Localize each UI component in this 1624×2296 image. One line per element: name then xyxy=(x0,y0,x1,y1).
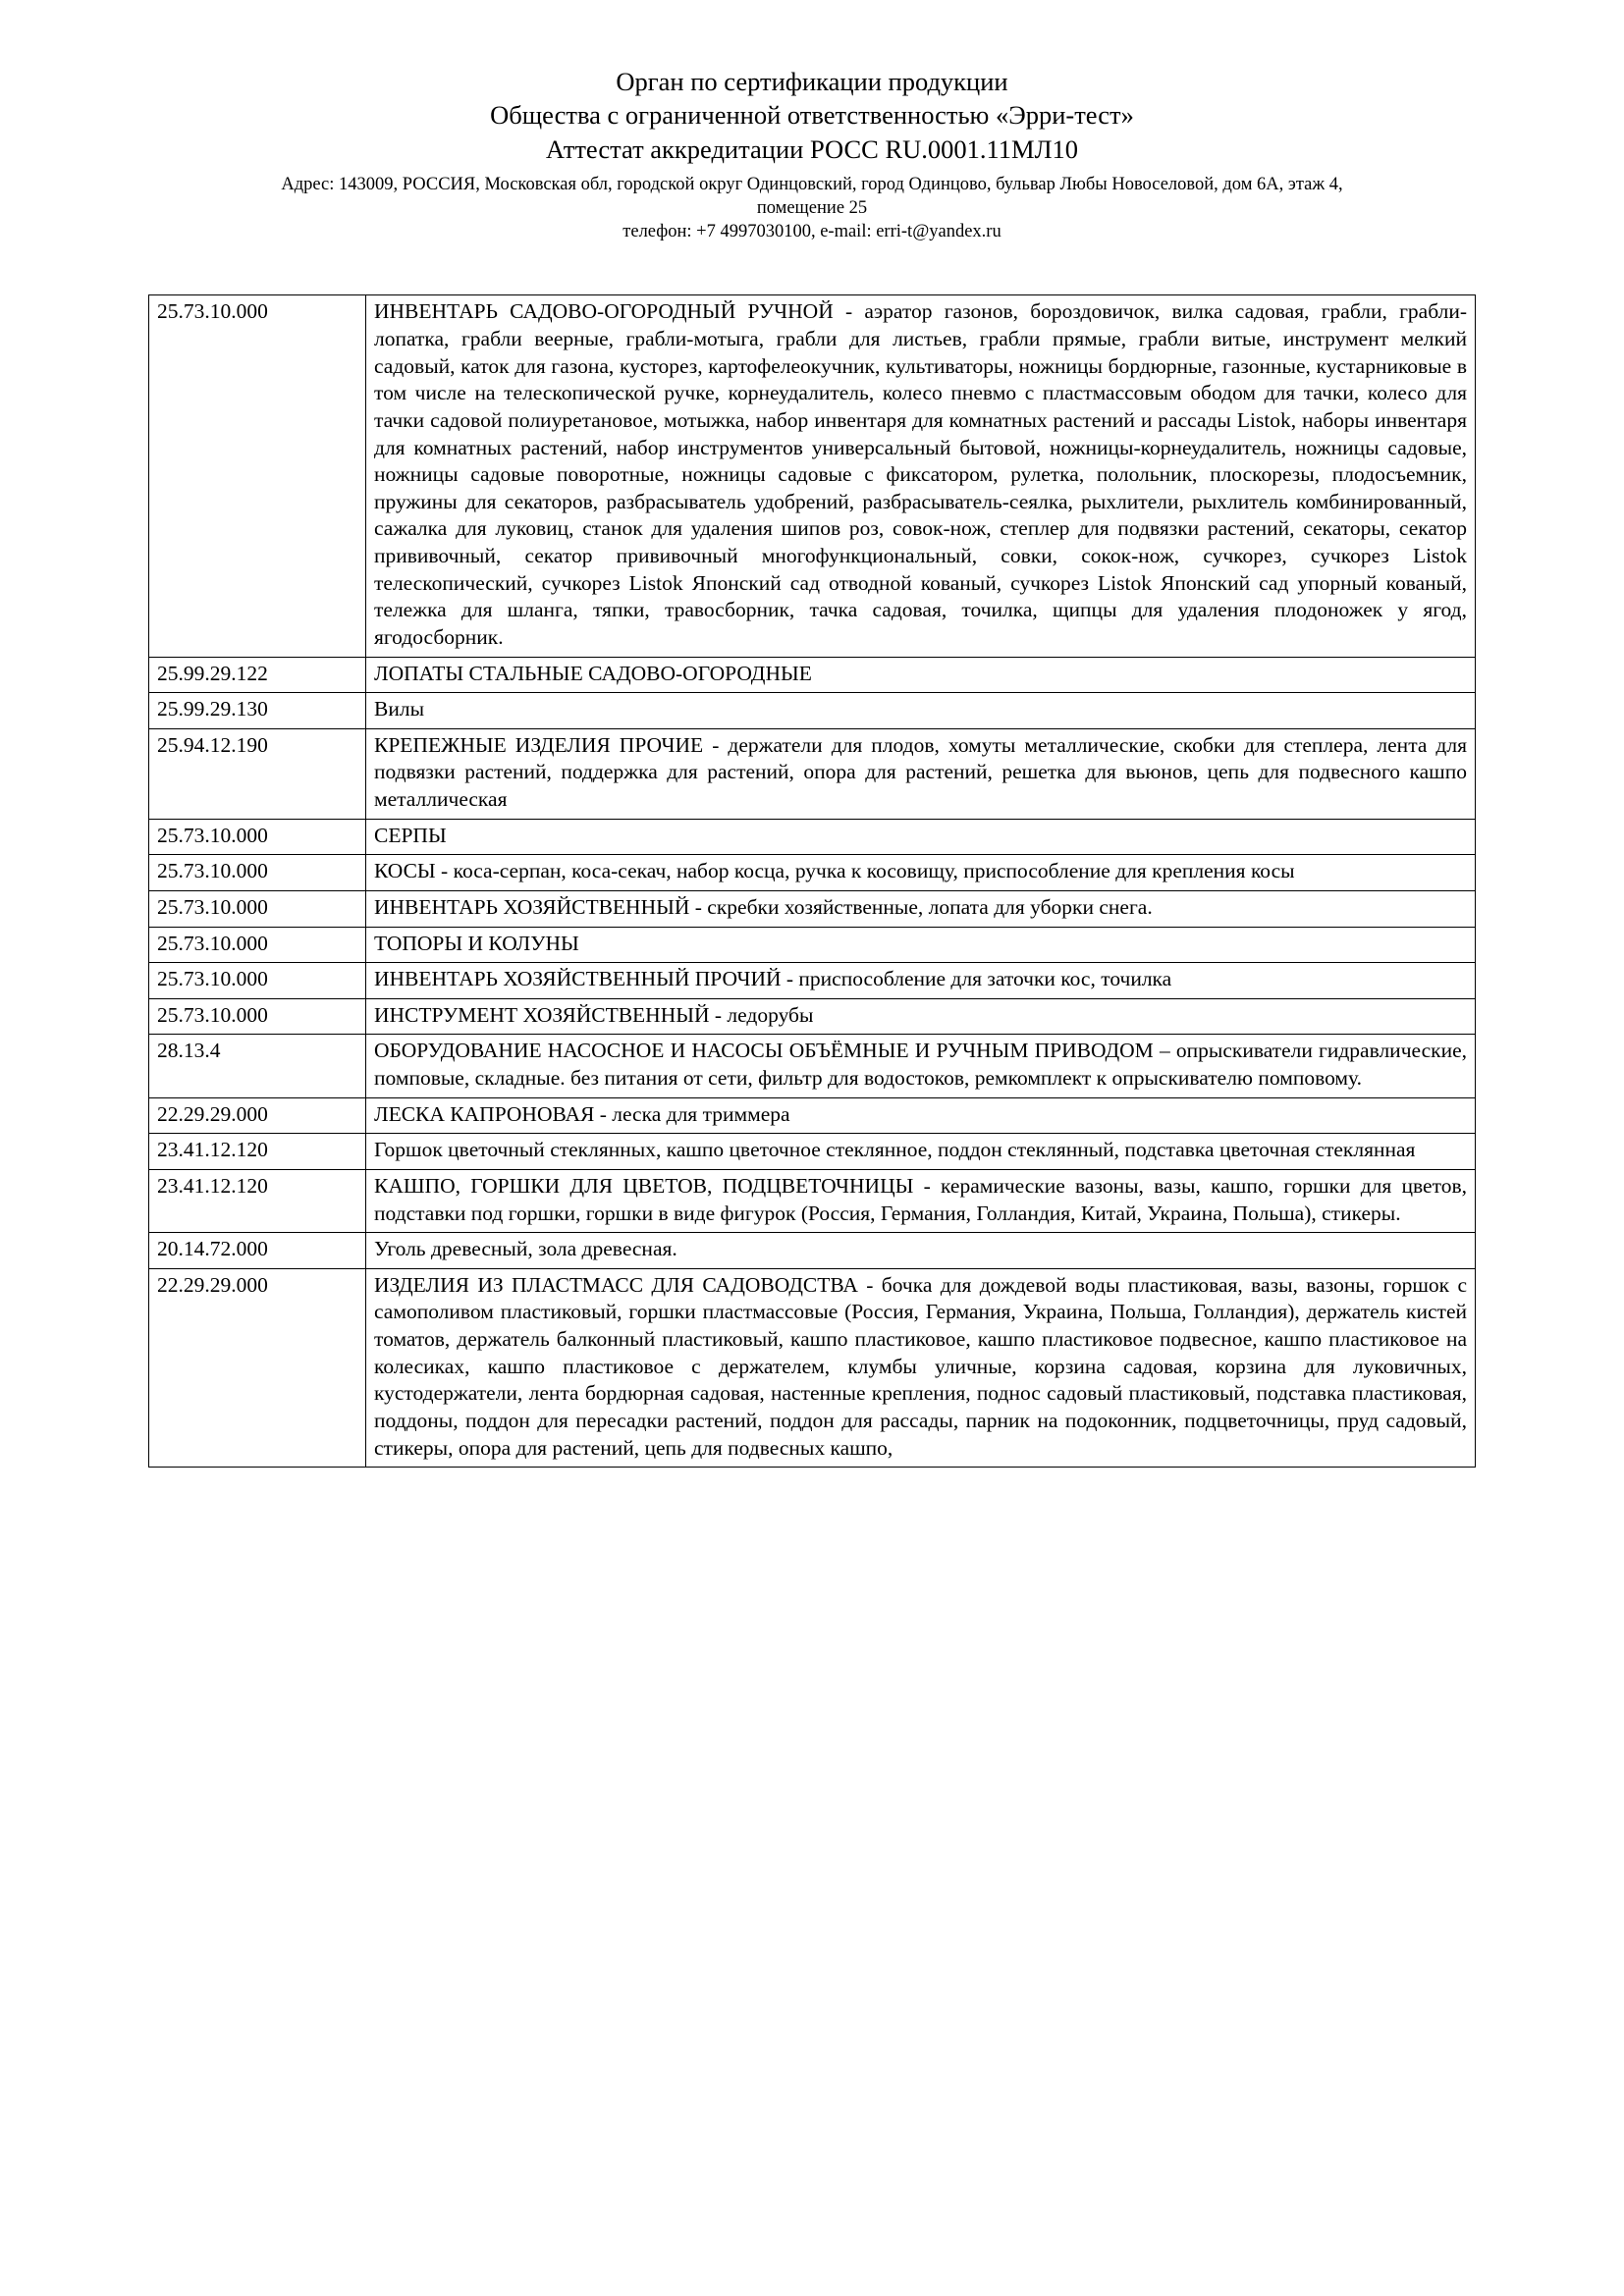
product-code: 25.73.10.000 xyxy=(149,819,366,855)
table-row xyxy=(149,1035,1476,1097)
product-description: СЕРПЫ xyxy=(366,819,1476,855)
product-code: 25.73.10.000 xyxy=(149,998,366,1035)
table-row xyxy=(149,890,1476,927)
product-code: 25.73.10.000 xyxy=(149,295,366,657)
header-address: Адрес: 143009, РОССИЯ, Московская обл, городской округ Одинцовский, город Одинцово, бульвар Любы Новоселовой, дом 6А, этаж 4, xyxy=(281,175,1343,195)
product-description: ОБОРУДОВАНИЕ НАСОСНОЕ И НАСОСЫ ОБЪЁМНЫЕ И РУЧНЫМ ПРИВОДОМ – опрыскиватели гидравлические, помповые, складные. без питания от сети, фильтр для водостоков, ремкомплект к опрыскивателю помповому. xyxy=(366,1035,1476,1097)
table-row xyxy=(149,998,1476,1035)
table-row xyxy=(149,927,1476,963)
product-description: ИНВЕНТАРЬ САДОВО-ОГОРОДНЫЙ РУЧНОЙ - аэратор газонов, бороздовичок, вилка садовая, грабли, грабли-лопатка, грабли веерные, грабли-мотыга, грабли для листьев, грабли прямые, грабли витые, инструмент мелкий садовый, каток для газона, кусторез, картофелеокучник, культиваторы, ножницы бордюрные, газонные, кустарниковые в том числе на телескопической ручке, корнеудалитель, колесо пневмо с пластмассовым ободом для тачки, колесо для тачки садовой полиуретановое, мотыжка, набор инвентаря для комнатных растений и рассады Listok, наборы инвентаря для комнатных растений, набор инструментов универсальный бытовой, ножницы-корнеудалитель, ножницы садовые, ножницы садовые поворотные, ножницы садовые с фиксатором, рулетка, полольник, плоскорезы, плодосъемник, пружины для секаторов, разбрасыватель удобрений, разбрасыватель-сеялка, рыхлители, рыхлитель комбинированный, сажалка для луковиц, станок для удаления шипов роз, совок-нож, степлер для подвязки растений, секаторы, секатор прививочный, секатор прививочный многофункциональный, совки, сокок-нож, сучкорез, сучкорез Listok телескопический, сучкорез Listok Японский сад отводной кованый, сучкорез Listok Японский сад упорный кованый, тележка для шланга, тяпки, травосборник, тачка садовая, точилка, щипцы для удаления плодоножек у ягод, ягодосборник. xyxy=(366,295,1476,657)
product-code: 22.29.29.000 xyxy=(149,1268,366,1467)
product-description: ИНВЕНТАРЬ ХОЗЯЙСТВЕННЫЙ - скребки хозяйственные, лопата для уборки снега. xyxy=(366,890,1476,927)
products-table-body xyxy=(149,295,1476,1468)
product-code: 23.41.12.120 xyxy=(149,1134,366,1170)
product-description: ЛЕСКА КАПРОНОВАЯ - леска для триммера xyxy=(366,1097,1476,1134)
header-line-company: Общества с ограниченной ответственностью «Эрри-тест» xyxy=(490,100,1134,131)
product-code: 25.99.29.122 xyxy=(149,657,366,693)
header-address-second-line: помещение 25 xyxy=(756,198,868,219)
table-row xyxy=(149,819,1476,855)
product-code: 22.29.29.000 xyxy=(149,1097,366,1134)
header-phone-email: телефон: +7 4997030100, e-mail: erri-t@yandex.ru xyxy=(623,222,1001,242)
table-row xyxy=(149,1233,1476,1269)
product-description: Горшок цветочный стеклянных, кашпо цветочное стеклянное, поддон стеклянный, подставка цветочная стеклянная xyxy=(366,1134,1476,1170)
product-description: ИНВЕНТАРЬ ХОЗЯЙСТВЕННЫЙ ПРОЧИЙ - приспособление для заточки кос, точилка xyxy=(366,963,1476,999)
product-code: 20.14.72.000 xyxy=(149,1233,366,1269)
product-description: ЛОПАТЫ СТАЛЬНЫЕ САДОВО-ОГОРОДНЫЕ xyxy=(366,657,1476,693)
table-row xyxy=(149,855,1476,891)
product-code: 25.73.10.000 xyxy=(149,855,366,891)
product-description: Вилы xyxy=(366,693,1476,729)
product-description: КРЕПЕЖНЫЕ ИЗДЕЛИЯ ПРОЧИЕ - держатели для плодов, хомуты металлические, скобки для степлера, лента для подвязки растений, поддержка для растений, опора для растений, решетка для вьюнов, цепь для подвесного кашпо металлическая xyxy=(366,728,1476,819)
product-code: 23.41.12.120 xyxy=(149,1169,366,1232)
table-row xyxy=(149,1169,1476,1232)
product-description: КОСЫ - коса-серпан, коса-секач, набор косца, ручка к косовищу, приспособление для крепления косы xyxy=(366,855,1476,891)
product-code: 25.73.10.000 xyxy=(149,927,366,963)
product-description: ИНСТРУМЕНТ ХОЗЯЙСТВЕННЫЙ - ледорубы xyxy=(366,998,1476,1035)
product-description: Уголь древесный, зола древесная. xyxy=(366,1233,1476,1269)
product-description: ИЗДЕЛИЯ ИЗ ПЛАСТМАСС ДЛЯ САДОВОДСТВА - бочка для дождевой воды пластиковая, вазы, вазоны, горшок с самополивом пластиковый, горшки пластмассовые (Россия, Германия, Украина, Польша, Голландия), держатель кистей томатов, держатель балконный пластиковый, кашпо пластиковое, кашпо пластиковое подвесное, кашпо пластиковое на колесиках, кашпо пластиковое с держателем, клумбы уличные, корзина садовая, корзина для луковичных, кустодержатели, лента бордюрная садовая, настенные крепления, поднос садовый пластиковый, подставка пластиковая, поддоны, поддон для пересадки растений, поддон для рассады, парник на подоконник, подцветочницы, пруд садовый, стикеры, опора для растений, цепь для подвесных кашпо, xyxy=(366,1268,1476,1467)
product-code: 25.94.12.190 xyxy=(149,728,366,819)
document-header xyxy=(147,65,1477,243)
table-row xyxy=(149,1268,1476,1467)
table-row xyxy=(149,295,1476,657)
product-description: КАШПО, ГОРШКИ ДЛЯ ЦВЕТОВ, ПОДЦВЕТОЧНИЦЫ - керамические вазоны, вазы, кашпо, горшки для цветов, подставки под горшки, горшки в виде фигурок (Россия, Германия, Голландия, Китай, Украина, Польша), стикеры. xyxy=(366,1169,1476,1232)
table-row xyxy=(149,1134,1476,1170)
header-line-organization: Орган по сертификации продукции xyxy=(616,67,1008,96)
table-row xyxy=(149,728,1476,819)
table-row xyxy=(149,1097,1476,1134)
product-code: 28.13.4 xyxy=(149,1035,366,1097)
table-row xyxy=(149,963,1476,999)
product-code: 25.99.29.130 xyxy=(149,693,366,729)
product-code: 25.73.10.000 xyxy=(149,890,366,927)
products-table xyxy=(148,294,1476,1468)
table-row xyxy=(149,657,1476,693)
header-line-accreditation: Аттестат аккредитации РОСС RU.0001.11МЛ10 xyxy=(545,133,1079,164)
table-row xyxy=(149,693,1476,729)
product-code: 25.73.10.000 xyxy=(149,963,366,999)
product-description: ТОПОРЫ И КОЛУНЫ xyxy=(366,927,1476,963)
